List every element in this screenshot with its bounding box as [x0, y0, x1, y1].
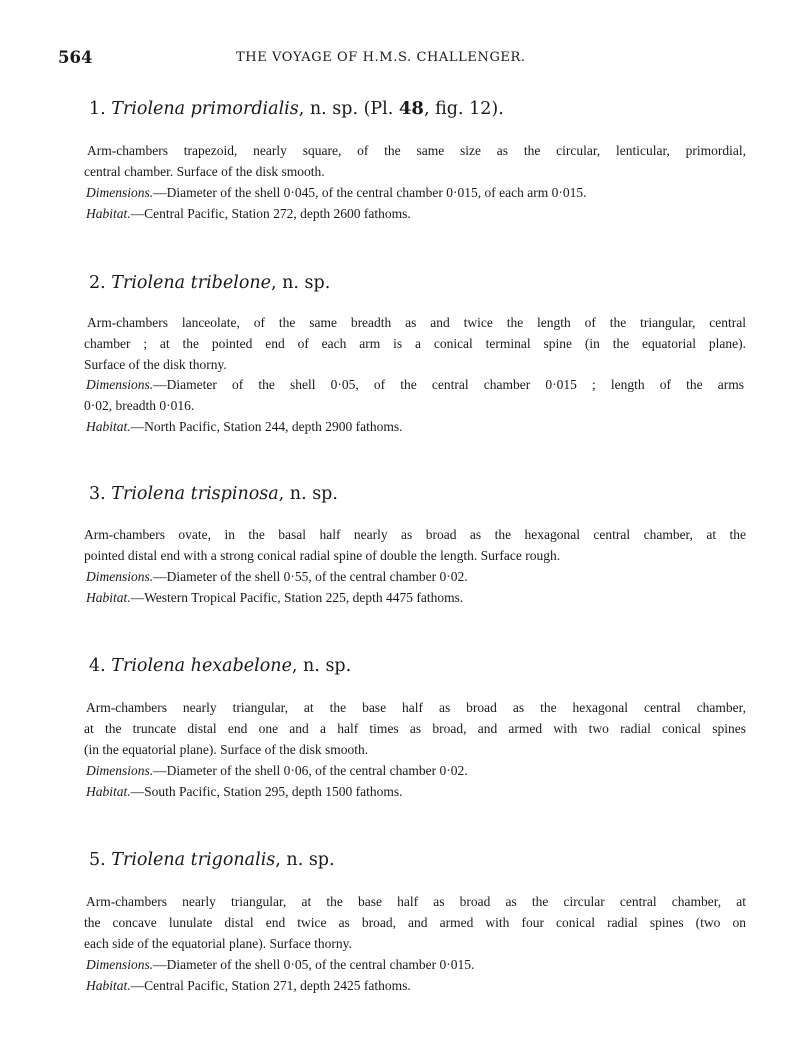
species-name: Triolena hexabelone: [111, 656, 292, 676]
species-description: Arm-chambers nearly triangular, at the base half as broad as the hexagonal central chamber, at the truncate distal end one and a half times as broad, and armed with two radial conical spines (in the equatorial plane). Surface of the disk smooth.: [84, 700, 746, 757]
dimensions-paragraph: Dimensions.—Diameter of the shell 0·05, of the central chamber 0·015 ; length of the arms 0·02, breadth 0·016.: [84, 377, 744, 413]
dimensions-label: Dimensions.: [86, 377, 154, 392]
species-name: Triolena trigonalis: [111, 850, 276, 870]
species-description: Arm-chambers ovate, in the basal half nearly as broad as the hexagonal central chamber, at the pointed distal end with a strong conical radial spine of double the length. Surface rough.: [84, 527, 746, 563]
page-header: [58, 48, 758, 72]
dimensions-label: Dimensions.: [86, 957, 154, 972]
species-description: Arm-chambers nearly triangular, at the base half as broad as the circular central chamber, at the concave lunulate distal end twice as broad, and armed with four conical radial spines (two on each side of the equatorial plane). Surface thorny.: [84, 894, 746, 951]
habitat-label: Habitat.: [86, 419, 131, 434]
plate-number: 48: [398, 98, 424, 119]
dimensions-paragraph: Dimensions.—Diameter of the shell 0·06, of the central chamber 0·02.: [86, 763, 468, 778]
species-title: 4. Triolena hexabelone, n. sp.: [89, 656, 352, 676]
dimensions-label: Dimensions.: [86, 763, 154, 778]
species-description: Arm-chambers lanceolate, of the same breadth as and twice the length of the triangular, central chamber ; at the pointed end of each arm is a conical terminal spine (in the equatorial plane). Surface of the disk thorny.: [84, 315, 746, 372]
habitat-paragraph: Habitat.—Central Pacific, Station 271, depth 2425 fathoms.: [86, 978, 411, 993]
page-number: 564: [58, 48, 93, 67]
dimensions-label: Dimensions.: [86, 569, 154, 584]
habitat-label: Habitat.: [86, 784, 131, 799]
habitat-paragraph: Habitat.—South Pacific, Station 295, depth 1500 fathoms.: [86, 784, 403, 799]
habitat-paragraph: Habitat.—North Pacific, Station 244, depth 2900 fathoms.: [86, 419, 403, 434]
habitat-label: Habitat.: [86, 978, 131, 993]
dimensions-paragraph: Dimensions.—Diameter of the shell 0·05, of the central chamber 0·015.: [86, 957, 475, 972]
habitat-paragraph: Habitat.—Western Tropical Pacific, Station 225, depth 4475 fathoms.: [86, 590, 464, 605]
habitat-label: Habitat.: [86, 590, 131, 605]
species-description: Arm-chambers trapezoid, nearly square, of the same size as the circular, lenticular, primordial, central chamber. Surface of the disk smooth.: [84, 143, 746, 179]
species-name: Triolena tribelone: [111, 273, 271, 293]
species-name: Triolena primordialis: [111, 99, 299, 119]
running-title: THE VOYAGE OF H.M.S. CHALLENGER.: [236, 50, 526, 65]
habitat-label: Habitat.: [86, 206, 131, 221]
dimensions-paragraph: Dimensions.—Diameter of the shell 0·55, of the central chamber 0·02.: [86, 569, 468, 584]
species-title: 1. Triolena primordialis, n. sp. (Pl. 48, fig. 12).: [89, 98, 504, 119]
dimensions-label: Dimensions.: [86, 185, 154, 200]
species-title: 2. Triolena tribelone, n. sp.: [89, 273, 331, 293]
species-title: 3. Triolena trispinosa, n. sp.: [89, 484, 338, 504]
species-title: 5. Triolena trigonalis, n. sp.: [89, 850, 335, 870]
species-name: Triolena trispinosa: [111, 484, 279, 504]
dimensions-paragraph: Dimensions.—Diameter of the shell 0·045, of the central chamber 0·015, of each arm 0·015.: [86, 185, 587, 200]
habitat-paragraph: Habitat.—Central Pacific, Station 272, depth 2600 fathoms.: [86, 206, 411, 221]
